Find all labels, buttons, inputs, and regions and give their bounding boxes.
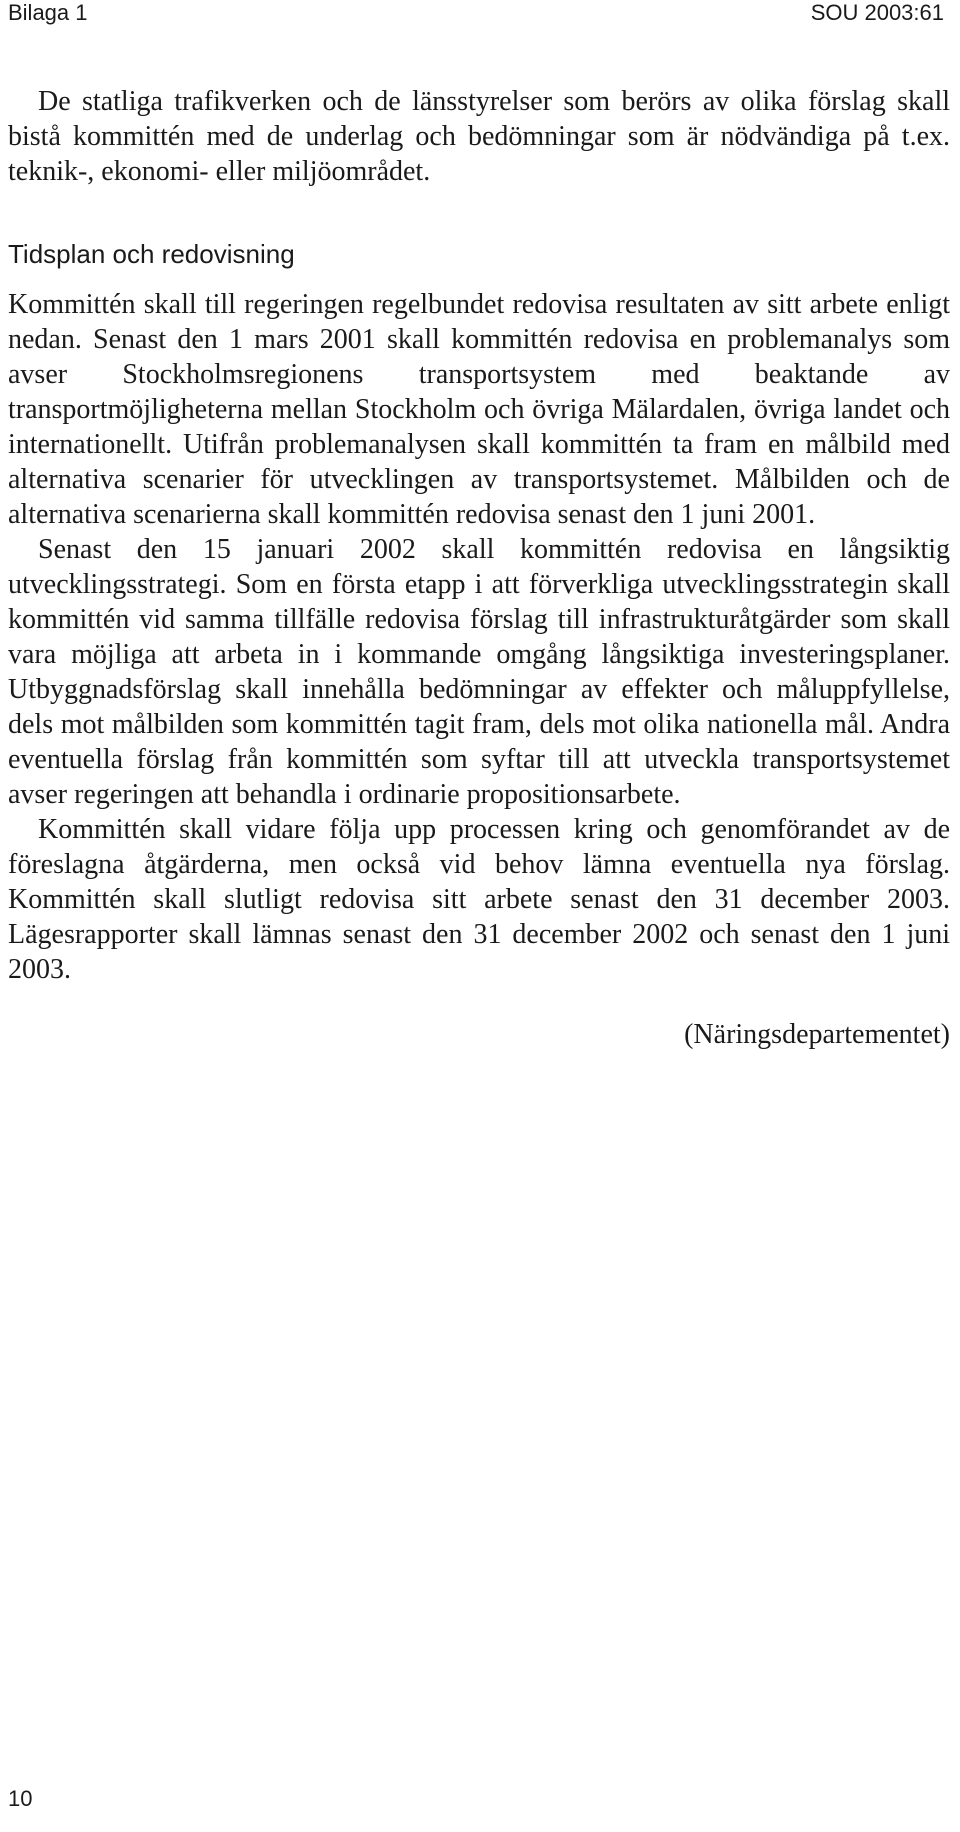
document-body (8, 84, 950, 1052)
department-signature: (Näringsdepartementet) (684, 1019, 950, 1050)
running-header-right: SOU 2003:61 (810, 0, 944, 25)
section-heading: Tidsplan och redovisning (8, 239, 295, 269)
page-number: 10 (8, 1786, 33, 1811)
running-header-left: Bilaga 1 (8, 0, 88, 25)
section-paragraph-2: Senast den 15 januari 2002 skall kommittén redovisa en långsiktig utvecklingsstrategi. Som en första etapp i att förverkliga utvecklingsstrategin skall kommittén vid samma tillfälle redovisa förslag till infrastrukturåtgärder som skall vara möjliga att arbeta in i kommande omgång långsiktiga investeringsplaner. Utbyggnadsförslag skall innehålla bedömningar av effekter och måluppfyllelse, dels mot målbilden som kommittén tagit fram, dels mot olika nationella mål. Andra eventuella förslag från kommittén som syftar till att utveckla transportsystemet avser regeringen att behandla i ordinarie propositionsarbete. (8, 534, 950, 810)
section-paragraph-1: Kommittén skall till regeringen regelbundet redovisa resultaten av sitt arbete enligt nedan. Senast den 1 mars 2001 skall kommittén redovisa en problemanalys som avser Stockholmsregionens transportsystem med beaktande av transportmöjligheterna mellan Stockholm och övriga Mälardalen, övriga landet och internationellt. Utifrån problemanalysen skall kommittén ta fram en målbild med alternativa scenarier för utvecklingen av transportsystemet. Målbilden och de alternativa scenarierna skall kommittén redovisa senast den 1 juni 2001. (8, 289, 950, 530)
intro-paragraph: De statliga trafikverken och de länsstyrelser som berörs av olika förslag skall bistå kommittén med de underlag och bedömningar som är nödvändiga på t.ex. teknik-, ekonomi- eller miljöområdet. (8, 86, 950, 187)
section-paragraph-3: Kommittén skall vidare följa upp processen kring och genomförandet av de föreslagna åtgärderna, men också vid behov lämna eventuella nya förslag. Kommittén skall slutligt redovisa sitt arbete senast den 31 december 2003. Lägesrapporter skall lämnas senast den 31 december 2002 och senast den 1 juni 2003. (8, 814, 950, 985)
